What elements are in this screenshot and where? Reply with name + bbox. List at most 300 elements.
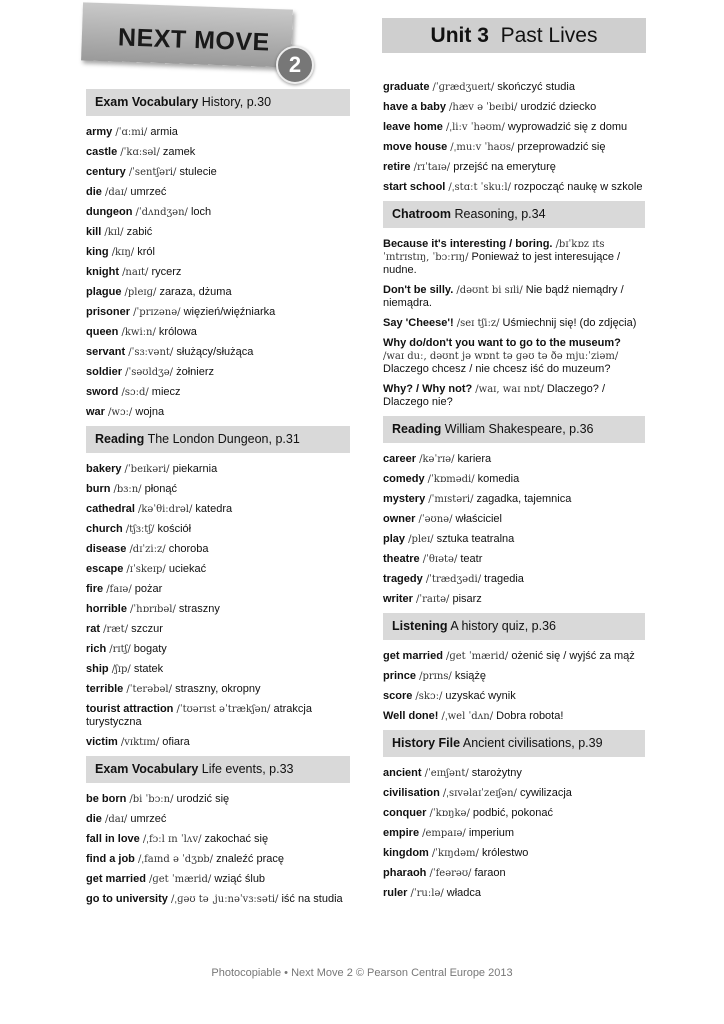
entry-translation: służący/służąca bbox=[176, 346, 254, 358]
entry-translation: król bbox=[137, 246, 155, 258]
entry-translation: Uśmiechnij się! (do zdjęcia) bbox=[502, 317, 637, 329]
entry-translation: armia bbox=[150, 126, 178, 138]
entry-translation: królowa bbox=[158, 326, 197, 338]
section-heading bbox=[383, 613, 645, 640]
entry-pronunciation: /ˈəʊnə/ bbox=[418, 514, 453, 525]
vocab-entry bbox=[383, 473, 645, 486]
entry-word: Why? / Why not? bbox=[383, 383, 473, 395]
entry-pronunciation: /ˈkɪŋdəm/ bbox=[431, 848, 479, 859]
section-heading-label: Exam Vocabulary bbox=[95, 762, 199, 776]
entry-word: be born bbox=[86, 793, 127, 805]
entry-translation: starożytny bbox=[471, 767, 522, 779]
vocab-entry bbox=[86, 503, 350, 516]
vocab-entry bbox=[383, 513, 645, 526]
entry-word: die bbox=[86, 186, 102, 198]
entry-pronunciation: /ˈtʊərɪst əˈtrækʃən/ bbox=[176, 704, 271, 715]
entry-list bbox=[383, 767, 645, 900]
entry-word: escape bbox=[86, 563, 124, 575]
entry-word: Because it's interesting / boring. bbox=[383, 238, 553, 250]
vocab-entry bbox=[86, 346, 350, 359]
entry-word: century bbox=[86, 166, 126, 178]
entry-word: Why do/don't you want to go to the museum? bbox=[383, 337, 621, 349]
entry-pronunciation: /kəˈrɪə/ bbox=[419, 454, 455, 465]
entry-pronunciation: /ˈruːlə/ bbox=[410, 888, 444, 899]
entry-pronunciation: /ˈsɜːvənt/ bbox=[128, 347, 174, 358]
entry-pronunciation: /ˈeɪnʃənt/ bbox=[424, 768, 469, 779]
entry-pronunciation: /ˌstɑːt ˈskuːl/ bbox=[448, 182, 511, 193]
vocab-section bbox=[86, 89, 350, 419]
vocab-entry bbox=[86, 186, 350, 199]
left-column bbox=[86, 89, 350, 913]
entry-pronunciation: /ˈkɒŋkə/ bbox=[429, 808, 470, 819]
vocab-entry bbox=[86, 603, 350, 616]
vocab-entry bbox=[383, 101, 645, 114]
vocab-entry bbox=[86, 663, 350, 676]
entry-word: ruler bbox=[383, 887, 408, 899]
entry-word: fall in love bbox=[86, 833, 140, 845]
entry-pronunciation: /ˈprɪzənə/ bbox=[133, 307, 181, 318]
entry-word: Say 'Cheese'! bbox=[383, 317, 454, 329]
entry-pronunciation: /prɪns/ bbox=[419, 671, 452, 682]
section-heading-topic: A history quiz, p.36 bbox=[450, 619, 556, 633]
entry-translation: straszny, okropny bbox=[175, 683, 261, 695]
section-heading bbox=[86, 426, 350, 453]
entry-pronunciation: /ˈdʌndʒən/ bbox=[135, 207, 188, 218]
entry-translation: wojna bbox=[135, 406, 165, 418]
entry-pronunciation: /ˈsentʃəri/ bbox=[128, 167, 177, 178]
vocab-entry bbox=[383, 827, 645, 840]
entry-pronunciation: /ˈɡrædʒueɪt/ bbox=[432, 82, 495, 93]
unit-name: Past Lives bbox=[500, 24, 598, 47]
entry-pronunciation: /sɔːd/ bbox=[121, 387, 149, 398]
entry-translation: uciekać bbox=[168, 563, 207, 575]
entry-pronunciation: /skɔː/ bbox=[415, 691, 443, 702]
entry-word: army bbox=[86, 126, 113, 138]
vocab-entry bbox=[383, 573, 645, 586]
vocab-entry bbox=[383, 493, 645, 506]
entry-word: disease bbox=[86, 543, 127, 555]
section-heading-topic: The London Dungeon, p.31 bbox=[147, 432, 300, 446]
entry-translation: pisarz bbox=[452, 593, 482, 605]
vocab-entry bbox=[383, 453, 645, 466]
entry-translation: wziąć ślub bbox=[214, 873, 266, 885]
entry-word: dungeon bbox=[86, 206, 133, 218]
entry-translation: rycerz bbox=[151, 266, 182, 278]
entry-word: score bbox=[383, 690, 413, 702]
section-heading bbox=[383, 416, 645, 443]
entry-word: prisoner bbox=[86, 306, 131, 318]
vocab-entry bbox=[86, 583, 350, 596]
entry-translation: kariera bbox=[457, 453, 492, 465]
entry-translation: Dobra robota! bbox=[496, 710, 564, 722]
section-heading-label: Reading bbox=[95, 432, 145, 446]
entry-pronunciation: /ɪˈskeɪp/ bbox=[126, 564, 166, 575]
section-heading-topic: Life events, p.33 bbox=[201, 762, 294, 776]
vocab-entry bbox=[383, 867, 645, 880]
entry-word: civilisation bbox=[383, 787, 440, 799]
vocab-section bbox=[383, 730, 645, 900]
section-heading bbox=[86, 756, 350, 783]
entry-word: knight bbox=[86, 266, 119, 278]
entry-translation: iść na studia bbox=[281, 893, 343, 905]
entry-translation: cywilizacja bbox=[519, 787, 572, 799]
vocab-entry bbox=[383, 553, 645, 566]
vocab-entry bbox=[86, 463, 350, 476]
entry-pronunciation: /vɪktɪm/ bbox=[120, 737, 160, 748]
entry-pronunciation: /kɪŋ/ bbox=[111, 247, 135, 258]
entry-pronunciation: /ˈraɪtə/ bbox=[416, 594, 450, 605]
entry-word: ship bbox=[86, 663, 109, 675]
entry-word: Well done! bbox=[383, 710, 439, 722]
entry-pronunciation: /ˌfɔːl ɪn ˈlʌv/ bbox=[142, 834, 202, 845]
entry-list bbox=[86, 126, 350, 419]
vocab-entry bbox=[86, 206, 350, 219]
section-heading-topic: History, p.30 bbox=[201, 95, 272, 109]
vocab-section bbox=[86, 426, 350, 749]
vocab-entry bbox=[86, 246, 350, 259]
vocab-entry bbox=[383, 847, 645, 860]
vocab-entry bbox=[383, 238, 645, 277]
entry-word: bakery bbox=[86, 463, 122, 475]
entry-word: start school bbox=[383, 181, 446, 193]
entry-word: sword bbox=[86, 386, 119, 398]
entry-translation: Nie bądź niemądry / niemądra. bbox=[383, 284, 624, 309]
vocab-entry bbox=[383, 670, 645, 683]
entry-translation: zagadka, tajemnica bbox=[476, 493, 572, 505]
section-heading-topic: Reasoning, p.34 bbox=[454, 207, 546, 221]
vocab-entry bbox=[86, 483, 350, 496]
vocab-entry bbox=[86, 623, 350, 636]
entry-pronunciation: /daɪ/ bbox=[104, 814, 128, 825]
entry-translation: sztuka teatralna bbox=[436, 533, 515, 545]
entry-word: leave home bbox=[383, 121, 443, 133]
entry-word: castle bbox=[86, 146, 118, 158]
entry-translation: imperium bbox=[468, 827, 515, 839]
vocab-entry bbox=[383, 807, 645, 820]
entry-pronunciation: /naɪt/ bbox=[122, 267, 149, 278]
entry-pronunciation: /ɡet ˈmærid/ bbox=[148, 874, 212, 885]
entry-word: burn bbox=[86, 483, 111, 495]
entry-translation: umrzeć bbox=[130, 813, 167, 825]
entry-pronunciation: /ˌliːv ˈhəʊm/ bbox=[445, 122, 505, 133]
entry-pronunciation: /daɪ/ bbox=[104, 187, 128, 198]
entry-translation: choroba bbox=[168, 543, 209, 555]
entry-translation: zaraza, dżuma bbox=[159, 286, 232, 298]
entry-word: plague bbox=[86, 286, 122, 298]
entry-list bbox=[383, 81, 645, 194]
entry-translation: straszny bbox=[178, 603, 220, 615]
entry-translation: właściciel bbox=[455, 513, 502, 525]
vocab-entry bbox=[383, 887, 645, 900]
entry-word: victim bbox=[86, 736, 118, 748]
vocab-entry bbox=[383, 317, 645, 330]
entry-word: find a job bbox=[86, 853, 135, 865]
entry-translation: atrakcja turystyczna bbox=[86, 703, 312, 728]
logo-text: NEXT MOVE bbox=[117, 23, 271, 57]
entry-word: war bbox=[86, 406, 105, 418]
entry-pronunciation: /ɡet ˈmærid/ bbox=[445, 651, 509, 662]
vocab-entry bbox=[86, 853, 350, 866]
entry-word: play bbox=[383, 533, 406, 545]
vocab-section bbox=[383, 81, 645, 194]
entry-word: empire bbox=[383, 827, 420, 839]
vocab-entry bbox=[86, 226, 350, 239]
entry-pronunciation: /ˌwel ˈdʌn/ bbox=[441, 711, 494, 722]
vocab-entry bbox=[383, 690, 645, 703]
entry-pronunciation: /hæv ə ˈbeɪbi/ bbox=[449, 102, 518, 113]
vocab-entry bbox=[86, 406, 350, 419]
vocab-entry bbox=[383, 650, 645, 663]
entry-pronunciation: /ˌɡəʊ tə ˌjuːnəˈvɜːsəti/ bbox=[170, 894, 279, 905]
section-heading-label: Reading bbox=[392, 422, 442, 436]
entry-pronunciation: /seɪ tʃiːz/ bbox=[456, 318, 500, 329]
entry-translation: faraon bbox=[474, 867, 506, 879]
entry-word: kill bbox=[86, 226, 102, 238]
vocab-entry bbox=[86, 126, 350, 139]
vocab-entry bbox=[86, 563, 350, 576]
entry-pronunciation: /waɪ duː, dəʊnt jə wɒnt tə ɡəʊ tə ðə mjuːˈziəm/ bbox=[383, 351, 619, 362]
entry-translation: płonąć bbox=[144, 483, 178, 495]
section-heading-topic: Ancient civilisations, p.39 bbox=[462, 736, 603, 750]
entry-word: queen bbox=[86, 326, 119, 338]
entry-translation: piekarnia bbox=[172, 463, 218, 475]
entry-word: Don't be silly. bbox=[383, 284, 454, 296]
vocab-entry bbox=[86, 893, 350, 906]
entry-word: have a baby bbox=[383, 101, 446, 113]
entry-pronunciation: /ʃɪp/ bbox=[111, 664, 131, 675]
section-heading-topic: William Shakespeare, p.36 bbox=[444, 422, 594, 436]
entry-word: cathedral bbox=[86, 503, 135, 515]
vocab-entry bbox=[383, 181, 645, 194]
vocab-entry bbox=[86, 813, 350, 826]
entry-pronunciation: /ˈsəʊldʒə/ bbox=[125, 367, 174, 378]
entry-pronunciation: /ˈtrædʒədi/ bbox=[425, 574, 482, 585]
entry-pronunciation: /rɪtʃ/ bbox=[109, 644, 131, 655]
entry-list bbox=[86, 793, 350, 906]
entry-word: horrible bbox=[86, 603, 127, 615]
entry-pronunciation: /bɪˈkɒz ɪts ˈɪntrɪstɪŋ, ˈbɔːrɪŋ/ bbox=[383, 239, 605, 263]
entry-translation: zakochać się bbox=[204, 833, 269, 845]
entry-translation: Dlaczego? / Dlaczego nie? bbox=[383, 383, 605, 408]
vocab-entry bbox=[86, 166, 350, 179]
entry-translation: ożenić się / wyjść za mąż bbox=[511, 650, 635, 662]
vocab-entry bbox=[383, 81, 645, 94]
entry-word: retire bbox=[383, 161, 411, 173]
entry-word: tragedy bbox=[383, 573, 423, 585]
vocab-entry bbox=[86, 683, 350, 696]
entry-translation: więzień/więźniarka bbox=[183, 306, 276, 318]
vocab-entry bbox=[383, 121, 645, 134]
entry-translation: tragedia bbox=[484, 573, 524, 585]
entry-translation: umrzeć bbox=[130, 186, 167, 198]
entry-pronunciation: /dɪˈziːz/ bbox=[129, 544, 166, 555]
entry-list bbox=[383, 650, 645, 723]
entry-word: conquer bbox=[383, 807, 427, 819]
vocab-entry bbox=[86, 873, 350, 886]
entry-pronunciation: /bi ˈbɔːn/ bbox=[129, 794, 174, 805]
entry-pronunciation: /kəˈθiːdrəl/ bbox=[137, 504, 193, 515]
section-heading-label: Exam Vocabulary bbox=[95, 95, 199, 109]
entry-word: get married bbox=[86, 873, 146, 885]
entry-translation: bogaty bbox=[133, 643, 167, 655]
vocab-entry bbox=[86, 266, 350, 279]
vocab-entry bbox=[86, 833, 350, 846]
entry-word: ancient bbox=[383, 767, 422, 779]
entry-translation: statek bbox=[133, 663, 164, 675]
entry-translation: kościół bbox=[157, 523, 192, 535]
entry-pronunciation: /ˈkɒmədi/ bbox=[427, 474, 475, 485]
entry-pronunciation: /ˈfeərəʊ/ bbox=[429, 868, 472, 879]
right-column bbox=[383, 81, 645, 907]
entry-pronunciation: /faɪə/ bbox=[106, 584, 132, 595]
entry-word: writer bbox=[383, 593, 413, 605]
entry-pronunciation: /empaɪə/ bbox=[422, 828, 466, 839]
entry-pronunciation: /ˈkɑːsəl/ bbox=[120, 147, 160, 158]
entry-translation: książę bbox=[454, 670, 487, 682]
entry-pronunciation: /tʃɜːtʃ/ bbox=[125, 524, 155, 535]
vocab-entry bbox=[383, 767, 645, 780]
entry-pronunciation: /rɪˈtaɪə/ bbox=[413, 162, 451, 173]
entry-translation: komedia bbox=[477, 473, 520, 485]
vocab-entry bbox=[383, 383, 645, 409]
entry-pronunciation: /kwiːn/ bbox=[121, 327, 156, 338]
entry-pronunciation: /pleɪ/ bbox=[408, 534, 434, 545]
entry-translation: miecz bbox=[151, 386, 181, 398]
entry-translation: królestwo bbox=[481, 847, 529, 859]
entry-translation: Ponieważ to jest interesujące / nudne. bbox=[383, 251, 621, 276]
entry-translation: władca bbox=[446, 887, 482, 899]
vocab-section bbox=[383, 201, 645, 409]
vocab-entry bbox=[383, 533, 645, 546]
entry-word: rich bbox=[86, 643, 107, 655]
entry-translation: urodzić się bbox=[176, 793, 230, 805]
entry-list bbox=[86, 463, 350, 749]
entry-pronunciation: /ˈbeɪkəri/ bbox=[124, 464, 170, 475]
entry-translation: Dlaczego chcesz / nie chcesz iść do muzeum? bbox=[383, 363, 611, 375]
entry-translation: przeprowadzić się bbox=[517, 141, 606, 153]
entry-translation: stulecie bbox=[179, 166, 217, 178]
entry-translation: urodzić dziecko bbox=[520, 101, 597, 113]
vocab-entry bbox=[383, 337, 645, 376]
section-heading bbox=[383, 730, 645, 757]
entry-translation: teatr bbox=[460, 553, 483, 565]
entry-translation: szczur bbox=[131, 623, 163, 635]
entry-pronunciation: /waɪ, waɪ nɒt/ bbox=[475, 384, 544, 395]
section-heading bbox=[383, 201, 645, 228]
vocab-entry bbox=[86, 286, 350, 299]
entry-word: king bbox=[86, 246, 109, 258]
vocab-section bbox=[383, 613, 645, 723]
entry-pronunciation: /ˈhɒrɪbəl/ bbox=[130, 604, 176, 615]
entry-word: pharaoh bbox=[383, 867, 427, 879]
entry-pronunciation: /pleɪɡ/ bbox=[124, 287, 157, 298]
unit-title bbox=[382, 18, 646, 53]
vocab-entry bbox=[86, 306, 350, 319]
entry-pronunciation: /wɔː/ bbox=[108, 407, 133, 418]
entry-pronunciation: /ˌfaɪnd ə ˈdʒɒb/ bbox=[137, 854, 214, 865]
entry-pronunciation: /ræt/ bbox=[103, 624, 129, 635]
entry-translation: rozpocząć naukę w szkole bbox=[514, 181, 643, 193]
section-heading bbox=[86, 89, 350, 116]
entry-word: tourist attraction bbox=[86, 703, 174, 715]
entry-word: terrible bbox=[86, 683, 124, 695]
vocab-entry bbox=[86, 703, 350, 729]
entry-pronunciation: /ˌsɪvəlaɪˈzeɪʃən/ bbox=[442, 788, 517, 799]
entry-word: church bbox=[86, 523, 123, 535]
section-heading-label: History File bbox=[392, 736, 461, 750]
entry-translation: pożar bbox=[134, 583, 163, 595]
vocab-entry bbox=[383, 710, 645, 723]
entry-pronunciation: /kɪl/ bbox=[104, 227, 124, 238]
vocab-entry bbox=[383, 593, 645, 606]
entry-translation: znaleźć pracę bbox=[216, 853, 284, 865]
entry-translation: loch bbox=[190, 206, 212, 218]
unit-label: Unit 3 bbox=[430, 24, 489, 47]
entry-translation: katedra bbox=[195, 503, 233, 515]
entry-translation: wyprowadzić się z domu bbox=[507, 121, 628, 133]
entry-word: owner bbox=[383, 513, 416, 525]
vocab-entry bbox=[383, 787, 645, 800]
entry-pronunciation: /ˈɑːmi/ bbox=[115, 127, 148, 138]
entry-list bbox=[383, 238, 645, 409]
entry-pronunciation: /ˈterəbəl/ bbox=[126, 684, 172, 695]
vocab-entry bbox=[86, 146, 350, 159]
vocab-entry bbox=[86, 793, 350, 806]
entry-word: mystery bbox=[383, 493, 426, 505]
entry-translation: ofiara bbox=[162, 736, 190, 748]
entry-pronunciation: /ˈmɪstəri/ bbox=[428, 494, 474, 505]
vocab-entry bbox=[86, 643, 350, 656]
entry-word: comedy bbox=[383, 473, 425, 485]
vocab-section bbox=[383, 416, 645, 606]
entry-word: die bbox=[86, 813, 102, 825]
entry-word: soldier bbox=[86, 366, 123, 378]
entry-word: graduate bbox=[383, 81, 430, 93]
vocab-entry bbox=[86, 366, 350, 379]
entry-translation: zabić bbox=[126, 226, 153, 238]
entry-word: theatre bbox=[383, 553, 420, 565]
vocab-entry bbox=[86, 326, 350, 339]
logo-number-badge: 2 bbox=[276, 46, 314, 84]
entry-word: get married bbox=[383, 650, 443, 662]
entry-translation: uzyskać wynik bbox=[445, 690, 516, 702]
entry-translation: żołnierz bbox=[176, 366, 215, 378]
vocab-section bbox=[86, 756, 350, 906]
section-heading-label: Chatroom bbox=[392, 207, 452, 221]
entry-word: prince bbox=[383, 670, 417, 682]
entry-word: rat bbox=[86, 623, 101, 635]
entry-translation: skończyć studia bbox=[497, 81, 575, 93]
entry-list bbox=[383, 453, 645, 606]
vocab-entry bbox=[86, 543, 350, 556]
entry-pronunciation: /bɜːn/ bbox=[113, 484, 142, 495]
entry-word: kingdom bbox=[383, 847, 429, 859]
entry-pronunciation: /ˌmuːv ˈhaʊs/ bbox=[450, 142, 515, 153]
vocab-entry bbox=[86, 736, 350, 749]
vocab-entry bbox=[383, 141, 645, 154]
entry-word: go to university bbox=[86, 893, 168, 905]
entry-word: servant bbox=[86, 346, 126, 358]
vocab-entry bbox=[86, 523, 350, 536]
entry-word: career bbox=[383, 453, 417, 465]
vocab-entry bbox=[86, 386, 350, 399]
entry-translation: przejść na emeryturę bbox=[453, 161, 556, 173]
entry-translation: podbić, pokonać bbox=[472, 807, 554, 819]
vocab-entry bbox=[383, 284, 645, 310]
entry-pronunciation: /dəʊnt bi sɪli/ bbox=[456, 285, 523, 296]
section-heading-label: Listening bbox=[392, 619, 448, 633]
entry-word: fire bbox=[86, 583, 104, 595]
